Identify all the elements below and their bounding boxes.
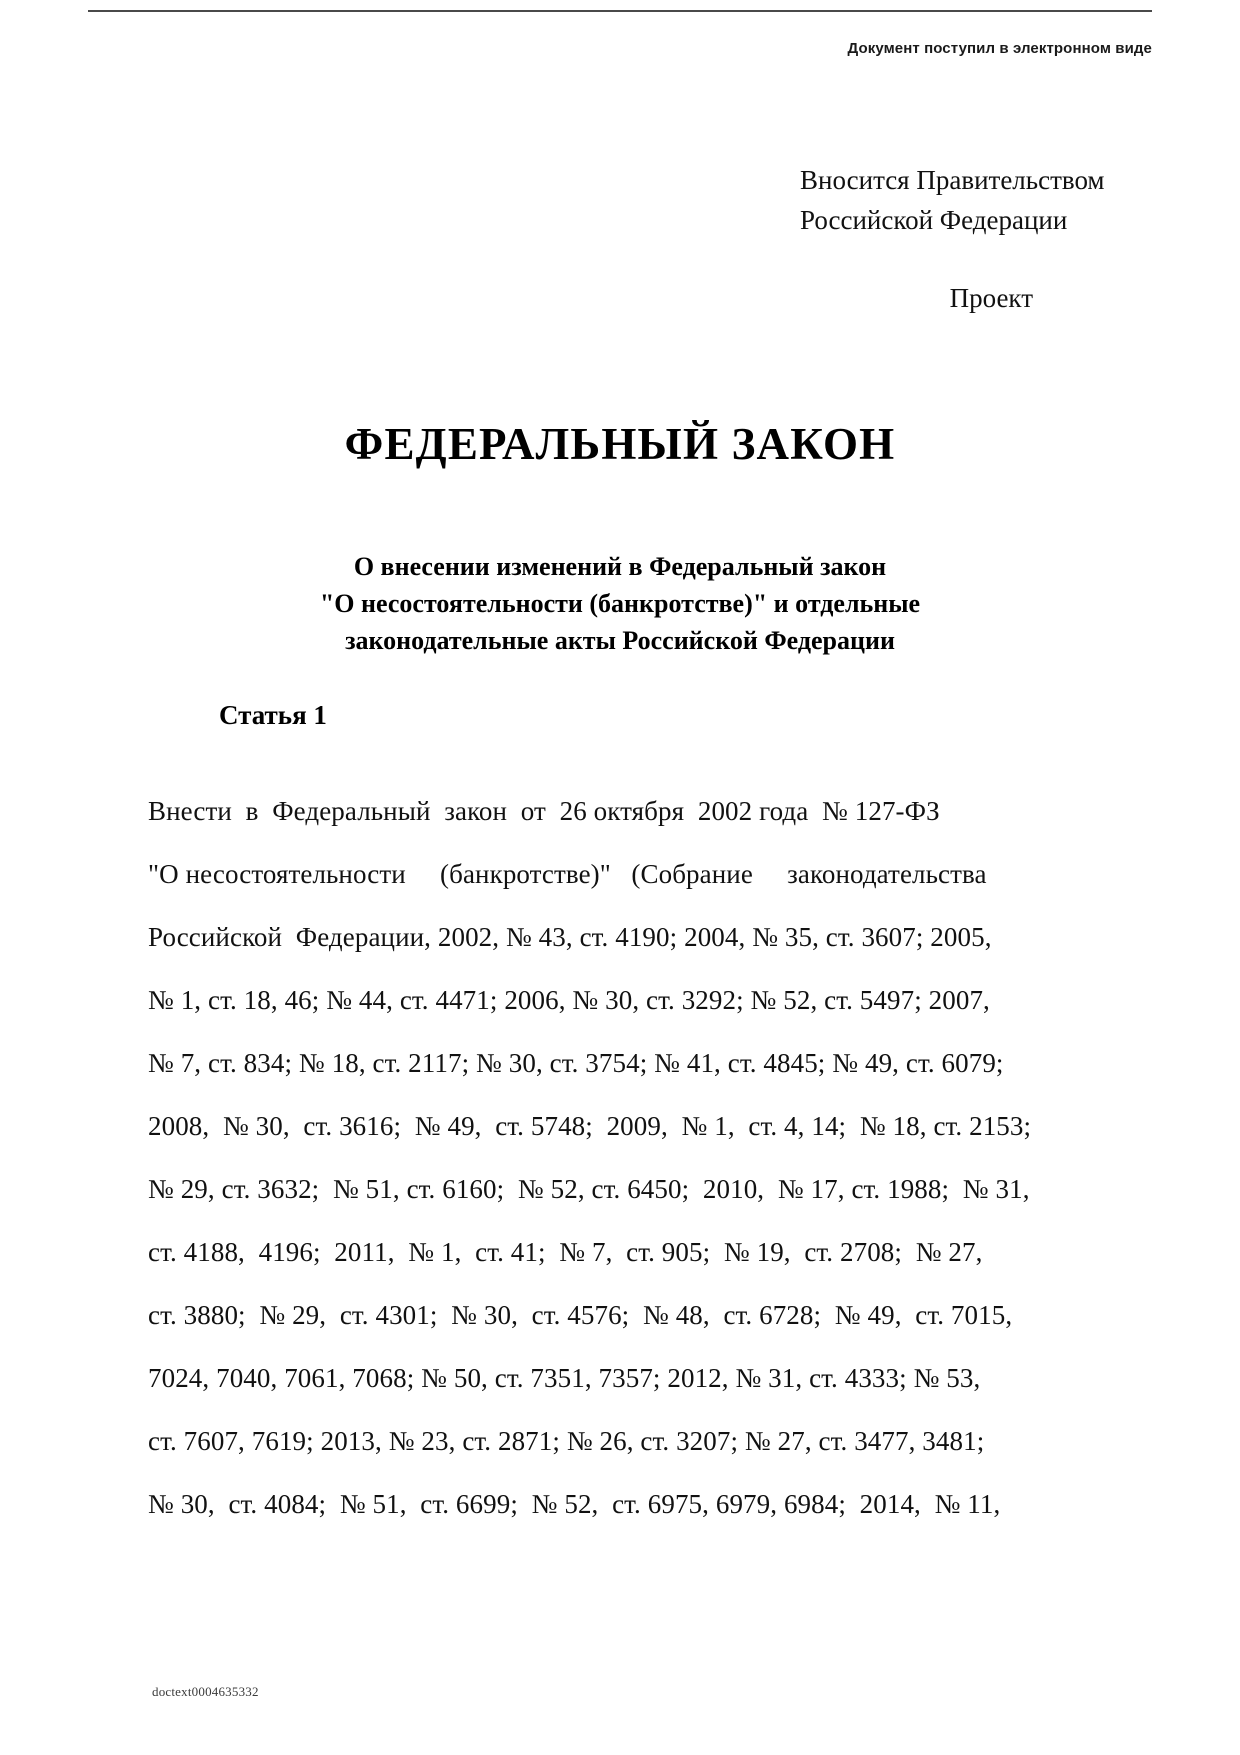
body-line: "О несостоятельности (банкротстве)" (Собрание законодательства (148, 859, 987, 889)
body-line: Российской Федерации, 2002, № 43, ст. 4190; 2004, № 35, ст. 3607; 2005, (148, 922, 992, 952)
body-line: 2008, № 30, ст. 3616; № 49, ст. 5748; 2009, № 1, ст. 4, 14; № 18, ст. 2153; (148, 1111, 1032, 1141)
body-line: № 29, ст. 3632; № 51, ст. 6160; № 52, ст. 6450; 2010, № 17, ст. 1988; № 31, (148, 1174, 1030, 1204)
article-heading: Статья 1 (219, 700, 327, 730)
subtitle-line-1: О внесении изменений в Федеральный закон (353, 552, 887, 581)
project-label: Проект (949, 283, 1033, 313)
body-line: ст. 4188, 4196; 2011, № 1, ст. 41; № 7, ст. 905; № 19, ст. 2708; № 27, (148, 1237, 983, 1267)
body-line: ст. 3880; № 29, ст. 4301; № 30, ст. 4576; № 48, ст. 6728; № 49, ст. 7015, (148, 1300, 1013, 1330)
body-line: 7024, 7040, 7061, 7068; № 50, ст. 7351, 7357; 2012, № 31, ст. 4333; № 53, (148, 1363, 981, 1393)
subtitle-line-2: "О несостоятельности (банкротстве)" и отдельные (319, 589, 921, 618)
body-line: № 7, ст. 834; № 18, ст. 2117; № 30, ст. 3754; № 41, ст. 4845; № 49, ст. 6079; (148, 1048, 1004, 1078)
subtitle-line-3: законодательные акты Российской Федерации (345, 626, 895, 655)
page-top-rule (88, 10, 1152, 12)
body-line: Внести в Федеральный закон от 26 октября 2002 года № 127-ФЗ (148, 796, 940, 826)
submitter-line-2: Российской Федерации (800, 205, 1068, 235)
body-line: ст. 7607, 7619; 2013, № 23, ст. 2871; № 26, ст. 3207; № 27, ст. 3477, 3481; (148, 1426, 985, 1456)
footer-document-code: doctext0004635332 (152, 1684, 259, 1699)
body-line: № 30, ст. 4084; № 51, ст. 6699; № 52, ст. 6975, 6979, 6984; 2014, № 11, (148, 1489, 1001, 1519)
body-text-block (148, 780, 1053, 1536)
document-subtitle (0, 548, 1240, 659)
submitter-line-1: Вносится Правительством (800, 165, 1105, 195)
body-line: № 1, ст. 18, 46; № 44, ст. 4471; 2006, № 30, ст. 3292; № 52, ст. 5497; 2007, (148, 985, 990, 1015)
submitter-block (800, 160, 1105, 240)
page-title: ФЕДЕРАЛЬНЫЙ ЗАКОН (344, 419, 896, 469)
electronic-document-stamp: Документ поступил в электронном виде (847, 40, 1152, 57)
